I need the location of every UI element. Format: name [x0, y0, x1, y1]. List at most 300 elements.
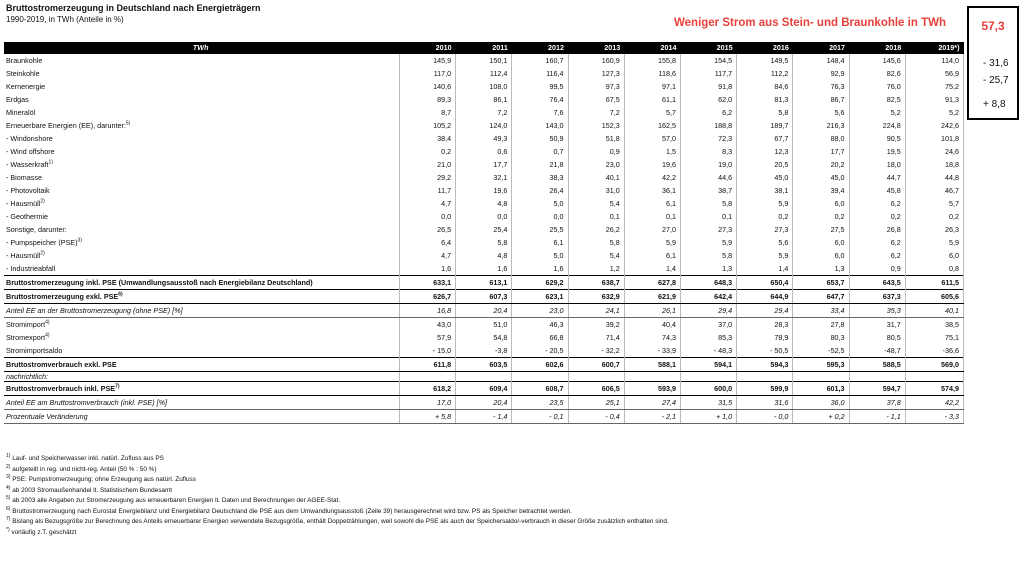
cell-value: - 20,5	[512, 344, 568, 358]
table-row	[4, 80, 964, 93]
row-label: - Photovoltaik	[6, 185, 50, 195]
header-year: 2013	[568, 42, 624, 54]
cell-value: 8,7	[399, 106, 455, 119]
cell-value: 160,7	[512, 54, 568, 67]
cell-value: 0,0	[456, 210, 512, 223]
row-label: - Industrieabfall	[6, 263, 56, 273]
header-year: 2015	[680, 42, 736, 54]
cell-value: 145,6	[849, 54, 905, 67]
cell-value: 36,0	[793, 396, 849, 410]
cell-value: - 50,5	[737, 344, 793, 358]
cell-value: 42,2	[905, 396, 963, 410]
cell-value: 45,0	[737, 171, 793, 184]
cell-value: 19,5	[849, 145, 905, 158]
table-row	[4, 344, 964, 358]
header-year: 2019*)	[905, 42, 963, 54]
gas-change-value: + 8,8	[983, 99, 1006, 110]
cell-value: 27,0	[624, 223, 680, 236]
cell-value	[512, 372, 568, 382]
cell-value: 37,0	[680, 318, 736, 332]
cell-value: 25,5	[512, 223, 568, 236]
row-label: Bruttostromverbrauch inkl. PSE$^{7)}$	[4, 382, 399, 396]
table-row	[4, 184, 964, 197]
cell-value: 5,4	[568, 197, 624, 210]
cell-value: 62,0	[680, 93, 736, 106]
cell-value: 76,3	[793, 80, 849, 93]
cell-value: 618,2	[399, 382, 455, 396]
cell-value: 611,8	[399, 358, 455, 372]
cell-value: 574,9	[905, 382, 963, 396]
table-row	[4, 262, 964, 276]
cell-value: 6,2	[680, 106, 736, 119]
cell-value: 23,0	[568, 158, 624, 171]
row-label: - Wasserkraft$^{1)}$	[6, 159, 53, 169]
cell-value: 35,3	[849, 304, 905, 318]
cell-value	[737, 372, 793, 382]
cell-value: 82,5	[849, 93, 905, 106]
cell-value: 46,3	[512, 318, 568, 332]
cell-value: 0,0	[399, 210, 455, 223]
cell-value: 627,8	[624, 276, 680, 290]
cell-value: 5,9	[737, 197, 793, 210]
row-label: Sonstige, darunter:	[6, 224, 67, 234]
cell-value: 21,0	[399, 158, 455, 171]
cell-value: 1,4	[624, 262, 680, 276]
cell-value: 162,5	[624, 119, 680, 132]
cell-value: 6,0	[793, 236, 849, 249]
table-row	[4, 318, 964, 332]
document-title: Bruttostromerzeugung in Deutschland nach Energieträgern	[6, 3, 261, 13]
row-label: - Biomasse	[6, 172, 42, 182]
footnote: *) vorläufig z.T. geschätzt	[6, 526, 77, 536]
cell-value: 5,0	[512, 197, 568, 210]
cell-value: 108,0	[456, 80, 512, 93]
row-label: - Wind offshore	[6, 146, 55, 156]
cell-value: 67,5	[568, 93, 624, 106]
cell-value: 97,3	[568, 80, 624, 93]
header-year: 2017	[793, 42, 849, 54]
cell-value: 45,0	[793, 171, 849, 184]
cell-value: 76,0	[849, 80, 905, 93]
cell-value: 26,4	[512, 184, 568, 197]
cell-value: 26,8	[849, 223, 905, 236]
table-row	[4, 372, 964, 382]
cell-value: 74,3	[624, 331, 680, 344]
cell-value: 4,8	[456, 249, 512, 262]
cell-value: 148,4	[793, 54, 849, 67]
cell-value	[680, 372, 736, 382]
cell-value: 75,2	[905, 80, 963, 93]
cell-value: 7,2	[456, 106, 512, 119]
cell-value: 5,2	[849, 106, 905, 119]
cell-value: 0,8	[905, 262, 963, 276]
cell-value: 605,6	[905, 290, 963, 304]
cell-value	[456, 372, 512, 382]
cell-value: 25,4	[456, 223, 512, 236]
cell-value: 116,4	[512, 67, 568, 80]
cell-value: 5,9	[680, 236, 736, 249]
cell-value: 80,3	[793, 331, 849, 344]
footnote-marker: 3)	[77, 237, 82, 244]
cell-value: 17,7	[456, 158, 512, 171]
cell-value: 5,9	[737, 249, 793, 262]
cell-value: 632,9	[568, 290, 624, 304]
cell-value: 86,1	[456, 93, 512, 106]
table-row	[4, 249, 964, 262]
coal-change-box	[967, 6, 1019, 120]
cell-value: 54,8	[456, 331, 512, 344]
table-row	[4, 158, 964, 171]
row-label: Erneuerbare Energien (EE), darunter:$^{5)}$	[6, 120, 131, 130]
cell-value: 99,5	[512, 80, 568, 93]
cell-value: 1,2	[568, 262, 624, 276]
cell-value: 5,4	[568, 249, 624, 262]
header-year: 2018	[849, 42, 905, 54]
cell-value: 91,3	[905, 93, 963, 106]
cell-value: 594,1	[680, 358, 736, 372]
cell-value: 626,7	[399, 290, 455, 304]
cell-value: 606,5	[568, 382, 624, 396]
cell-value: 20,4	[456, 396, 512, 410]
footnote: $^{3)}$ PSE: Pumpstromerzeugung; ohne Erzeugung aus natürl. Zufluss	[6, 473, 196, 483]
cell-value: 188,8	[680, 119, 736, 132]
cell-value: 6,1	[624, 249, 680, 262]
cell-value: 594,7	[849, 382, 905, 396]
header-year: 2016	[737, 42, 793, 54]
cell-value: 594,3	[737, 358, 793, 372]
row-label: Braunkohle	[6, 55, 43, 65]
cell-value: 57,9	[399, 331, 455, 344]
cell-value	[624, 372, 680, 382]
cell-value: 19,6	[456, 184, 512, 197]
header-year: 2012	[512, 42, 568, 54]
row-label: - Pumpspeicher (PSE)$^{3)}$	[6, 237, 82, 247]
cell-value: 26,3	[905, 223, 963, 236]
row-label: Mineralöl	[6, 107, 36, 117]
cell-value: 189,7	[737, 119, 793, 132]
cell-value: 29,4	[737, 304, 793, 318]
cell-value: 613,1	[456, 276, 512, 290]
cell-value: 27,3	[737, 223, 793, 236]
cell-value: 24,6	[905, 145, 963, 158]
cell-value: 633,1	[399, 276, 455, 290]
cell-value: 38,7	[680, 184, 736, 197]
cell-value: - 0,0	[737, 410, 793, 424]
hardcoal-change-value: - 25,7	[983, 75, 1009, 86]
cell-value: 26,1	[624, 304, 680, 318]
cell-value: 600,0	[680, 382, 736, 396]
footnote: $^{4)}$ ab 2003 Stromaußenhandel lt. Statistischem Bundesamt	[6, 484, 173, 494]
cell-value: - 33,9	[624, 344, 680, 358]
cell-value: 27,3	[680, 223, 736, 236]
cell-value: + 0,2	[793, 410, 849, 424]
table-row	[4, 276, 964, 290]
cell-value: 33,4	[793, 304, 849, 318]
cell-value: - 1,1	[849, 410, 905, 424]
cell-value: 1,6	[456, 262, 512, 276]
cell-value: 38,1	[737, 184, 793, 197]
cell-value: 31,0	[568, 184, 624, 197]
cell-value: 24,1	[568, 304, 624, 318]
footnote-marker: 1)	[48, 159, 53, 166]
table-row	[4, 197, 964, 210]
table-row	[4, 410, 964, 424]
row-label: Bruttostromerzeugung exkl. PSE$^{6)}$	[4, 290, 399, 304]
cell-value: 0,2	[399, 145, 455, 158]
cell-value: 609,4	[456, 382, 512, 396]
cell-value: 6,0	[793, 249, 849, 262]
cell-value: 5,2	[905, 106, 963, 119]
cell-value: 6,2	[849, 236, 905, 249]
cell-value	[793, 372, 849, 382]
cell-value: 599,9	[737, 382, 793, 396]
title-block	[6, 2, 261, 25]
cell-value: 1,6	[512, 262, 568, 276]
table-row	[4, 223, 964, 236]
cell-value: 647,7	[793, 290, 849, 304]
row-label: Steinkohle	[6, 68, 40, 78]
cell-value: 71,4	[568, 331, 624, 344]
cell-value: 20,4	[456, 304, 512, 318]
cell-value: 0,9	[849, 262, 905, 276]
cell-value: 21,8	[512, 158, 568, 171]
cell-value: 40,1	[905, 304, 963, 318]
table-row	[4, 236, 964, 249]
footnote: $^{2)}$ aufgeteilt in reg. und nicht-reg. Anteil (50 % : 50 %)	[6, 463, 157, 473]
cell-value: + 5,8	[399, 410, 455, 424]
cell-value: -48,7	[849, 344, 905, 358]
cell-value: 67,7	[737, 132, 793, 145]
table-row	[4, 54, 964, 67]
table-row	[4, 396, 964, 410]
cell-value: 588,1	[624, 358, 680, 372]
cell-value: 242,6	[905, 119, 963, 132]
cell-value: 25,1	[568, 396, 624, 410]
footnote: $^{6)}$ Bruttostromerzeugung nach Eurostat Energiebilanz und Energiebilanz Deutschland die PSE aus dem Umwandlungsausstoß (Zeile 39) herausgerechnet wird bzw. PS als Speicher betrachtet werden.	[6, 505, 573, 515]
cell-value: 1,3	[793, 262, 849, 276]
footnote-marker: 4)	[45, 319, 50, 326]
cell-value: 5,8	[737, 106, 793, 119]
cell-value: 75,1	[905, 331, 963, 344]
row-label: Kernenergie	[6, 81, 46, 91]
cell-value: 0,2	[905, 210, 963, 223]
table-row	[4, 145, 964, 158]
cell-value: 81,3	[737, 93, 793, 106]
cell-value: 7,6	[512, 106, 568, 119]
header-year: 2010	[399, 42, 455, 54]
table-row	[4, 290, 964, 304]
cell-value: 5,7	[905, 197, 963, 210]
cell-value: 17,0	[399, 396, 455, 410]
cell-value: 4,7	[399, 249, 455, 262]
cell-value: 608,7	[512, 382, 568, 396]
cell-value: - 32,2	[568, 344, 624, 358]
cell-value: 40,1	[568, 171, 624, 184]
cell-value: 601,3	[793, 382, 849, 396]
cell-value: 27,4	[624, 396, 680, 410]
cell-value: 216,3	[793, 119, 849, 132]
cell-value: 6,2	[849, 197, 905, 210]
cell-value: 39,2	[568, 318, 624, 332]
cell-value: 4,7	[399, 197, 455, 210]
cell-value: -36,6	[905, 344, 963, 358]
cell-value: 588,5	[849, 358, 905, 372]
cell-value: 8,3	[680, 145, 736, 158]
cell-value: 0,1	[680, 210, 736, 223]
cell-value: 0,1	[568, 210, 624, 223]
document-subtitle: 1990-2019, in TWh (Anteile in %)	[6, 15, 124, 24]
row-label: - Windonshore	[6, 133, 53, 143]
row-label: Stromimportsaldo	[6, 345, 63, 355]
cell-value: 124,0	[456, 119, 512, 132]
cell-value: 18,8	[905, 158, 963, 171]
cell-value: 92,9	[793, 67, 849, 80]
cell-value: 44,7	[849, 171, 905, 184]
cell-value: 5,8	[568, 236, 624, 249]
cell-value: 82,6	[849, 67, 905, 80]
cell-value: 49,3	[456, 132, 512, 145]
cell-value: 101,8	[905, 132, 963, 145]
cell-value: 5,8	[680, 249, 736, 262]
table-header-row	[4, 42, 964, 54]
cell-value	[905, 372, 963, 382]
cell-value: 26,5	[399, 223, 455, 236]
cell-value: 629,2	[512, 276, 568, 290]
cell-value: - 15,0	[399, 344, 455, 358]
cell-value: 46,7	[905, 184, 963, 197]
cell-value: 78,9	[737, 331, 793, 344]
cell-value: 44,8	[905, 171, 963, 184]
cell-value: 600,7	[568, 358, 624, 372]
cell-value: 51,8	[568, 132, 624, 145]
row-label: Erdgas	[6, 94, 29, 104]
cell-value: 653,7	[793, 276, 849, 290]
cell-value: 224,8	[849, 119, 905, 132]
cell-value: 5,9	[624, 236, 680, 249]
cell-value: 593,9	[624, 382, 680, 396]
cell-value: 607,3	[456, 290, 512, 304]
cell-value: 39,4	[793, 184, 849, 197]
cell-value: 36,1	[624, 184, 680, 197]
footnotes	[6, 454, 669, 538]
cell-value: 86,7	[793, 93, 849, 106]
cell-value: 84,6	[737, 80, 793, 93]
cell-value: 45,8	[849, 184, 905, 197]
table-row	[4, 210, 964, 223]
cell-value: 112,2	[737, 67, 793, 80]
cell-value: 11,7	[399, 184, 455, 197]
cell-value: 91,8	[680, 80, 736, 93]
cell-value: 1,4	[737, 262, 793, 276]
cell-value: 29,4	[680, 304, 736, 318]
cell-value: 149,5	[737, 54, 793, 67]
cell-value: 32,1	[456, 171, 512, 184]
cell-value: 6,0	[793, 197, 849, 210]
row-label: - Hausmüll$^{2)}$	[6, 198, 45, 208]
cell-value: 37,8	[849, 396, 905, 410]
cell-value: 42,2	[624, 171, 680, 184]
cell-value: - 0,1	[512, 410, 568, 424]
cell-value: 23,5	[512, 396, 568, 410]
cell-value: 38,3	[512, 171, 568, 184]
cell-value: 57,0	[624, 132, 680, 145]
cell-value: 6,2	[849, 249, 905, 262]
cell-value: 152,3	[568, 119, 624, 132]
cell-value: 43,0	[399, 318, 455, 332]
cell-value: 6,1	[624, 197, 680, 210]
cell-value: 6,0	[905, 249, 963, 262]
table-row	[4, 304, 964, 318]
cell-value: 4,8	[456, 197, 512, 210]
cell-value: 76,4	[512, 93, 568, 106]
cell-value: 26,2	[568, 223, 624, 236]
cell-value: 20,5	[737, 158, 793, 171]
table-row	[4, 331, 964, 344]
footnote: $^{5)}$ ab 2003 alle Angaben zur Stromerzeugung aus erneuerbaren Energien lt. Daten und Berechnungen der AGEE-Stat.	[6, 494, 341, 504]
cell-value	[849, 372, 905, 382]
cell-value: 6,4	[399, 236, 455, 249]
cell-value: 150,1	[456, 54, 512, 67]
cell-value: 643,5	[849, 276, 905, 290]
cell-value: 72,3	[680, 132, 736, 145]
footnote-marker: 4)	[45, 332, 50, 339]
table-row	[4, 382, 964, 396]
cell-value: 5,6	[793, 106, 849, 119]
headline-red: Weniger Strom aus Stein- und Braunkohle in TWh	[674, 17, 946, 29]
cell-value: 127,3	[568, 67, 624, 80]
table-row	[4, 132, 964, 145]
cell-value: 1,6	[399, 262, 455, 276]
cell-value: 0,9	[568, 145, 624, 158]
cell-value: 31,7	[849, 318, 905, 332]
cell-value: 5,8	[680, 197, 736, 210]
cell-value: 117,7	[680, 67, 736, 80]
footnote-marker: 2)	[40, 250, 45, 257]
cell-value: 114,0	[905, 54, 963, 67]
cell-value: 66,8	[512, 331, 568, 344]
cell-value: 0,2	[737, 210, 793, 223]
cell-value: 0,6	[456, 145, 512, 158]
cell-value: 19,0	[680, 158, 736, 171]
footnote: $^{1)}$ Lauf- und Speicherwasser inkl. natürl. Zufluss aus PS	[6, 452, 164, 462]
cell-value: -52,5	[793, 344, 849, 358]
cell-value: 5,8	[456, 236, 512, 249]
table-row	[4, 171, 964, 184]
cell-value: 56,9	[905, 67, 963, 80]
cell-value: 644,9	[737, 290, 793, 304]
cell-value: 31,5	[680, 396, 736, 410]
cell-value: 1,5	[624, 145, 680, 158]
footnote-marker: 6)	[118, 291, 123, 298]
cell-value: - 48,3	[680, 344, 736, 358]
cell-value: 642,4	[680, 290, 736, 304]
table-row	[4, 93, 964, 106]
cell-value: 5,6	[737, 236, 793, 249]
cell-value: 1,3	[680, 262, 736, 276]
cell-value: - 2,1	[624, 410, 680, 424]
cell-value: 27,8	[793, 318, 849, 332]
cell-value: - 0,4	[568, 410, 624, 424]
cell-value: 0,2	[793, 210, 849, 223]
cell-value	[568, 372, 624, 382]
cell-value: 90,5	[849, 132, 905, 145]
energy-table	[4, 42, 964, 424]
cell-value: 29,2	[399, 171, 455, 184]
cell-value: 160,9	[568, 54, 624, 67]
cell-value: 31,6	[737, 396, 793, 410]
table-row	[4, 67, 964, 80]
cell-value: 97,1	[624, 80, 680, 93]
